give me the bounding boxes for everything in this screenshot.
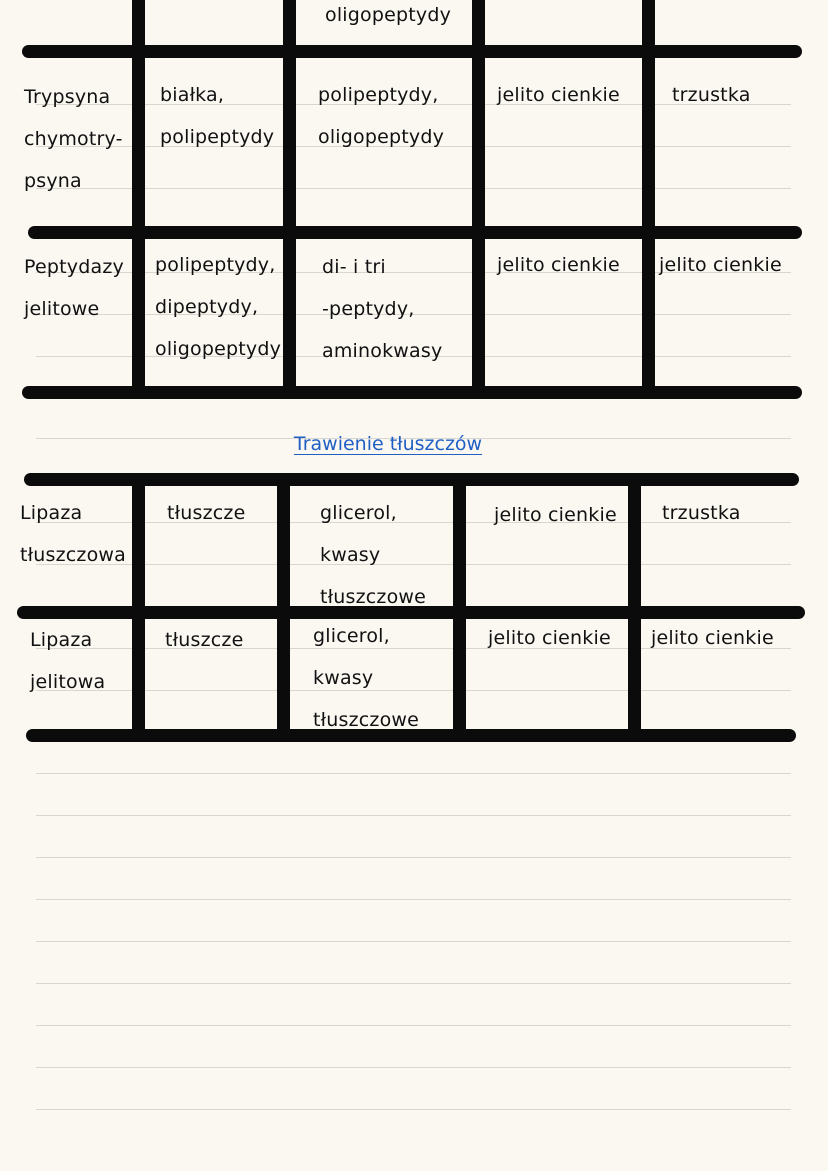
table-column-divider: [132, 0, 145, 392]
ruled-line: [36, 941, 791, 942]
table-column-divider: [132, 480, 145, 735]
site-cell: jelito cienkie: [497, 254, 620, 276]
substrate-cell: polipeptydy, dipeptydy, oligopeptydy: [155, 254, 282, 360]
substrate-cell: tłuszcze: [165, 629, 244, 651]
table-column-divider: [628, 480, 641, 735]
source-cell: trzustka: [672, 84, 751, 106]
substrate-cell: białka, polipeptydy: [160, 84, 275, 148]
ruled-line: [36, 1067, 791, 1068]
table-column-divider: [283, 0, 296, 392]
enzyme-cell: Peptydazy jelitowe: [24, 256, 124, 320]
ruled-line: [36, 1109, 791, 1110]
table-column-divider: [277, 480, 290, 742]
product-cell: polipeptydy, oligopeptydy: [318, 84, 445, 148]
product-cell: glicerol, kwasy tłuszczowe: [320, 502, 427, 608]
table-column-divider: [472, 0, 485, 392]
ruled-line: [36, 815, 791, 816]
source-cell: jelito cienkie: [651, 627, 774, 649]
source-cell: trzustka: [662, 502, 741, 524]
site-cell: jelito cienkie: [497, 84, 620, 106]
enzyme-cell: Lipaza tłuszczowa: [20, 502, 126, 566]
source-cell: jelito cienkie: [659, 254, 782, 276]
site-cell: jelito cienkie: [488, 627, 611, 649]
enzyme-cell: Lipaza jelitowa: [30, 629, 106, 693]
table-column-divider: [453, 480, 466, 735]
ruled-line: [36, 1025, 791, 1026]
product-cell: glicerol, kwasy tłuszczowe: [313, 625, 420, 731]
product-cell: di- i tri -peptydy, aminokwasy: [322, 256, 443, 362]
substrate-cell: tłuszcze: [167, 502, 246, 524]
section-heading: Trawienie tłuszczów: [293, 433, 483, 455]
enzyme-cell: Trypsyna chymotry- psyna: [24, 86, 123, 192]
ruled-line: [36, 983, 791, 984]
top-fragment-text: oligopeptydy: [325, 4, 452, 26]
site-cell: jelito cienkie: [494, 504, 617, 526]
ruled-line: [36, 899, 791, 900]
table-column-divider: [642, 0, 655, 392]
ruled-line: [36, 188, 791, 189]
ruled-line: [36, 857, 791, 858]
ruled-line: [36, 773, 791, 774]
